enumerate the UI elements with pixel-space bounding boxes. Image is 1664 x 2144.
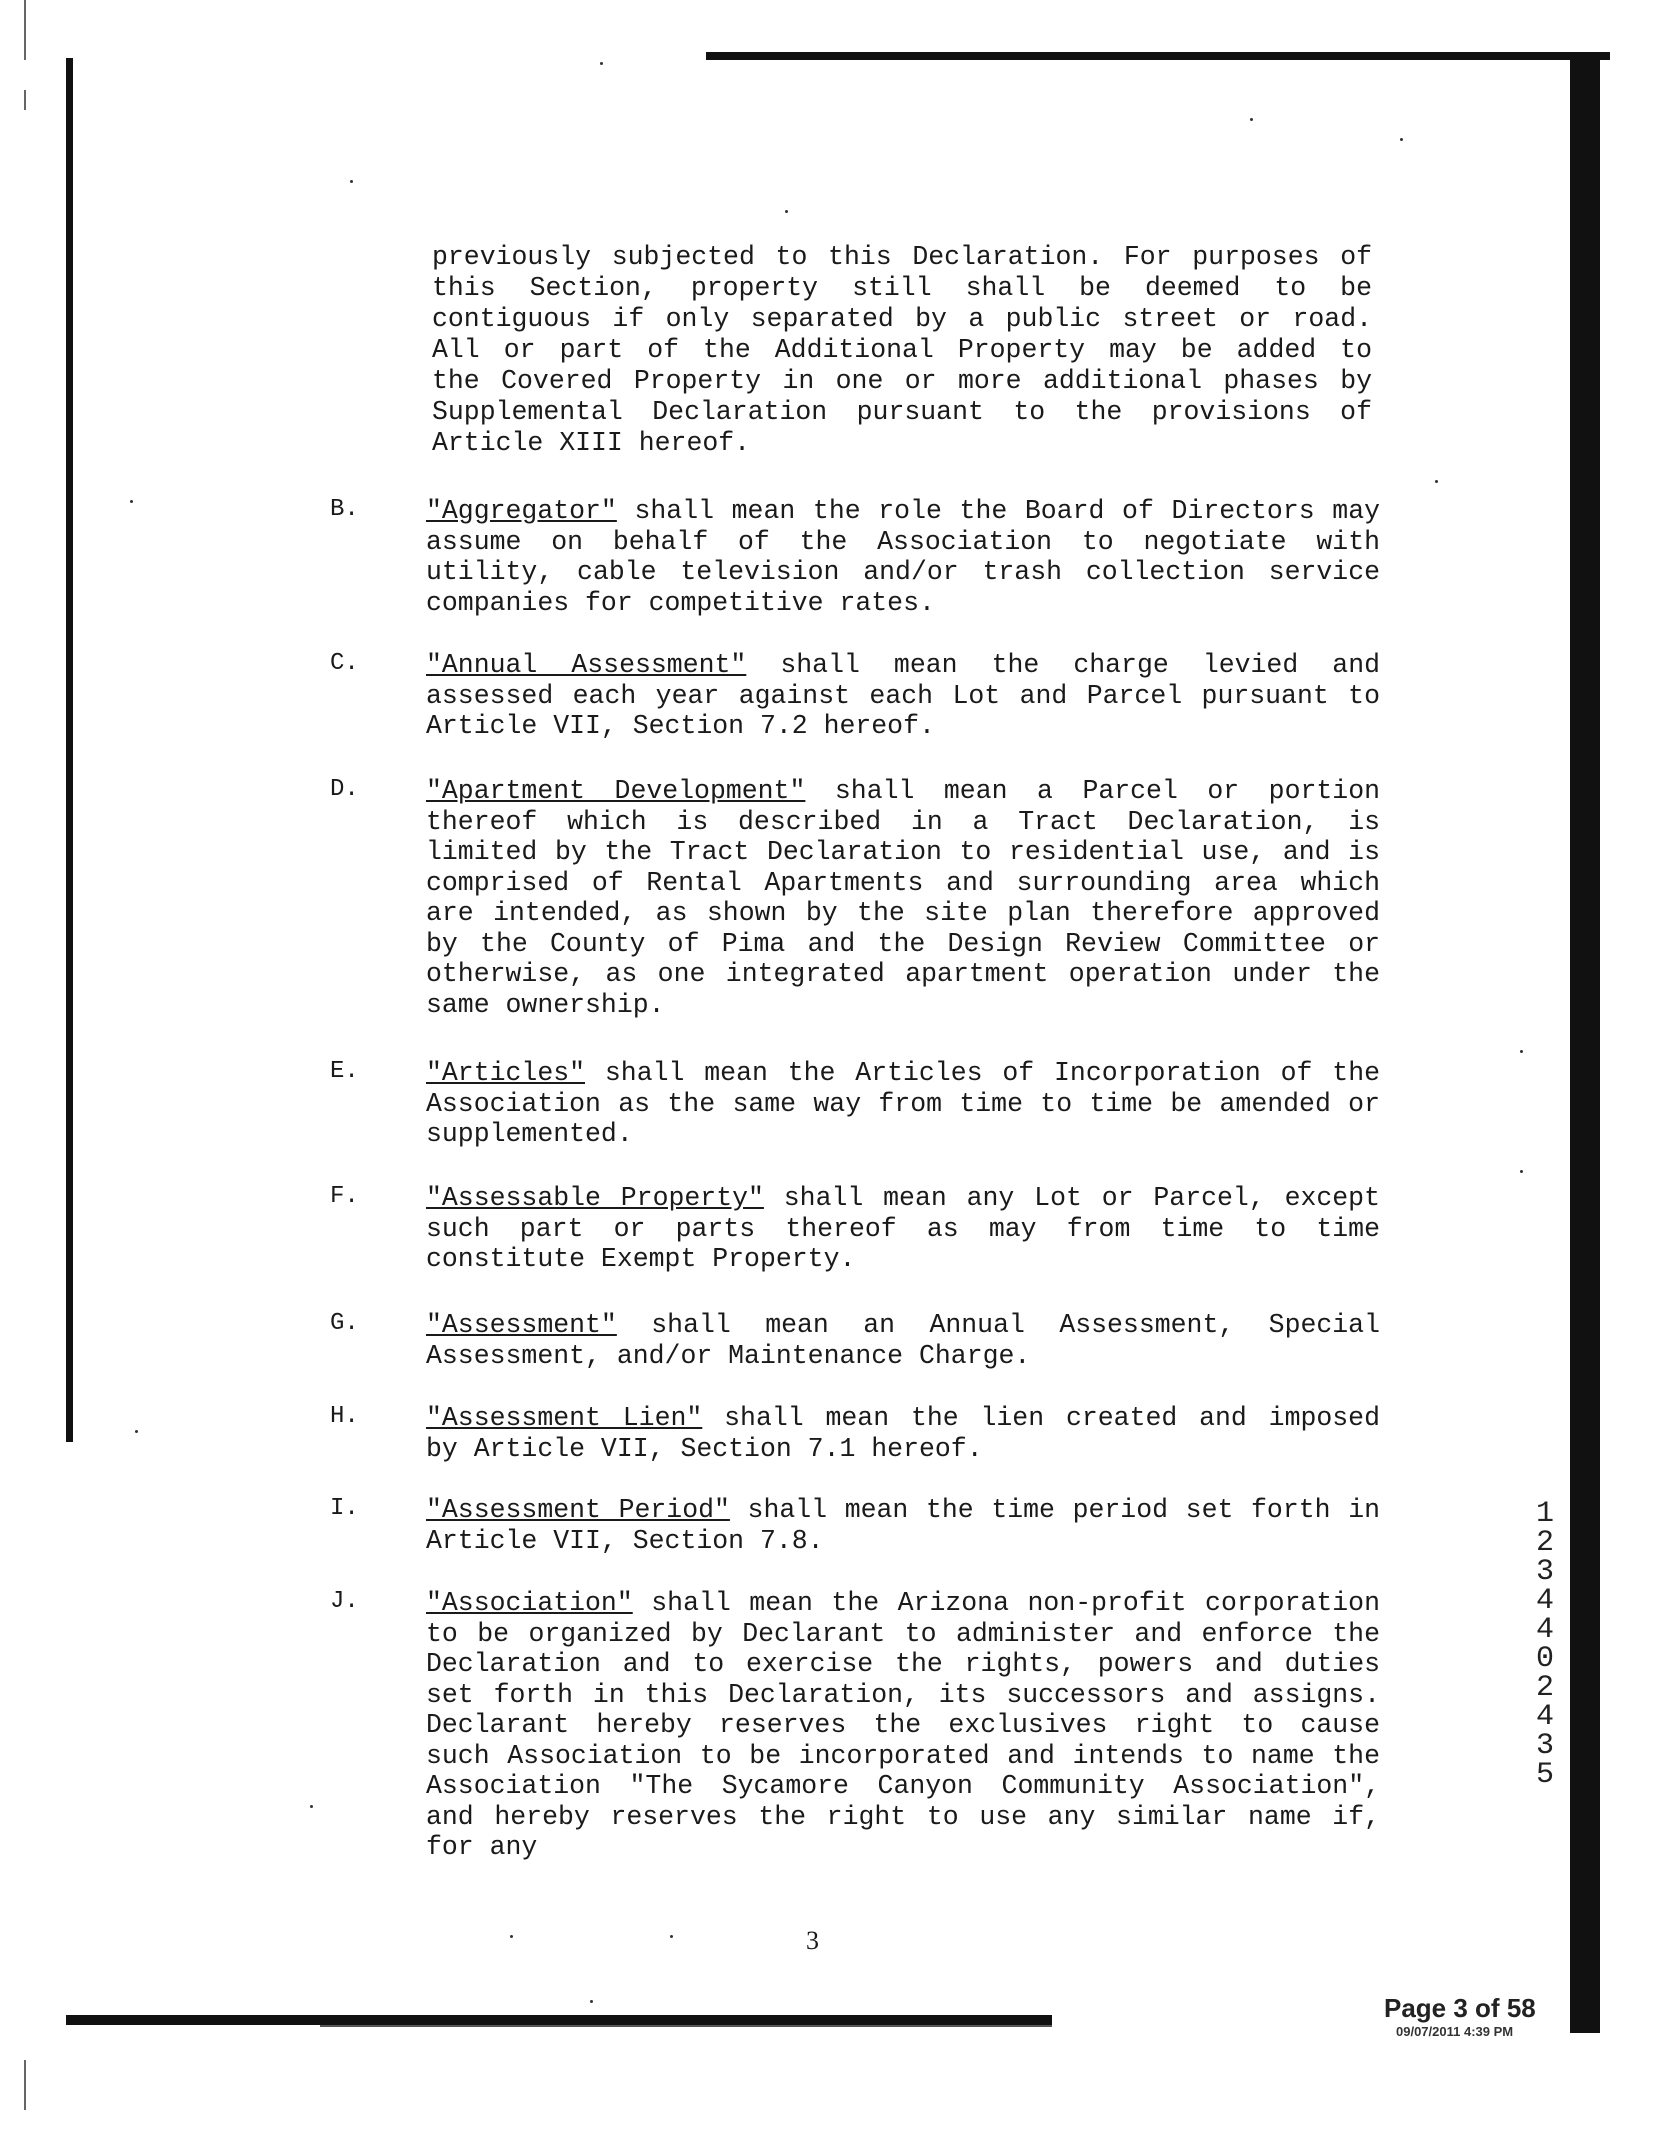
definition-text: shall mean the lien created and imposed by Article VII, Section 7.1 hereof.: [426, 1403, 1380, 1464]
recording-digit: 1: [1535, 1497, 1554, 1531]
recording-digit: 3: [1535, 1555, 1554, 1589]
definition-body: [426, 1403, 1380, 1464]
scan-speck: [1435, 480, 1438, 483]
definition-text: shall mean the Arizona non-profit corporation to be organized by Declarant to administer and enforce the Declaration and to exercise the rights, powers and duties set forth in this Declaration, its successors and assigns. Declarant hereby reserves the exclusives right to cause such Association to be incorporated and intends to name the Association "The Sycamore Canyon Community Association", and hereby reserves the right to use any similar name if, for any: [426, 1588, 1380, 1862]
definition-letter: D.: [330, 776, 359, 803]
definition-letter: F.: [330, 1183, 359, 1210]
recording-digit: 3: [1535, 1729, 1554, 1763]
definition-body: [426, 1495, 1380, 1556]
recording-digit: 2: [1535, 1526, 1554, 1560]
page-stamp-date: 09/07/2011 4:39 PM: [1396, 2024, 1514, 2039]
definition-term: "Annual Assessment": [426, 650, 747, 680]
scan-border-top: [706, 52, 1610, 60]
text-line: All or part of the Additional Property may be added to: [432, 335, 1372, 365]
definition-body: [426, 1183, 1380, 1275]
definition-term: "Assessment Lien": [426, 1403, 703, 1433]
margin-tick: [24, 2060, 26, 2110]
recording-digit: 4: [1535, 1613, 1554, 1647]
margin-tick: [24, 0, 26, 60]
definition-term: "Assessment": [426, 1310, 617, 1340]
definition-text: shall mean the role the Board of Directors may assume on behalf of the Association to negotiate with utility, cable television and/or trash collection service companies for competitive rates.: [426, 496, 1380, 618]
definition-body: [426, 1310, 1380, 1371]
definition-body: [426, 776, 1380, 1020]
text-line: Article XIII hereof.: [432, 428, 751, 458]
definition-term: "Association": [426, 1588, 633, 1618]
recording-digit: 0: [1535, 1642, 1554, 1676]
definition-letter: G.: [330, 1310, 359, 1337]
definition-text: shall mean any Lot or Parcel, except such part or parts thereof as may from time to time constitute Exempt Property.: [426, 1183, 1380, 1274]
definition-text: shall mean the Articles of Incorporation of the Association as the same way from time to time be amended or supplemented.: [426, 1058, 1380, 1149]
recording-digit: 5: [1535, 1758, 1554, 1792]
recording-number: [1530, 1497, 1560, 1792]
text-line: this Section, property still shall be deemed to be: [432, 273, 1372, 303]
definition-text: shall mean an Annual Assessment, Special Assessment, and/or Maintenance Charge.: [426, 1310, 1380, 1371]
scan-speck: [1400, 138, 1403, 141]
scan-border-bottom: [66, 2015, 1052, 2025]
scan-speck: [350, 180, 353, 183]
definition-letter: E.: [330, 1058, 359, 1085]
scan-border-left: [66, 58, 73, 1442]
definition-letter: B.: [330, 496, 359, 523]
definition-letter: I.: [330, 1495, 359, 1522]
scan-border-bottom-thin: [320, 2025, 1052, 2027]
page-stamp: Page 3 of 58: [1384, 1993, 1536, 2023]
scan-speck: [670, 1935, 673, 1938]
recording-digit: 2: [1535, 1671, 1554, 1705]
recording-digit: 4: [1535, 1700, 1554, 1734]
definition-text: shall mean the time period set forth in Article VII, Section 7.8.: [426, 1495, 1380, 1556]
definition-letter: H.: [330, 1403, 359, 1430]
page-number: 3: [806, 1926, 819, 1955]
definition-body: [426, 496, 1380, 618]
definition-text: shall mean the charge levied and assessed each year against each Lot and Parcel pursuant to Article VII, Section 7.2 hereof.: [426, 650, 1380, 741]
scan-speck: [135, 1430, 138, 1433]
definition-body: [426, 1058, 1380, 1150]
text-line: contiguous if only separated by a public street or road.: [432, 304, 1372, 334]
scan-speck: [510, 1935, 513, 1938]
scan-border-right: [1570, 58, 1600, 2033]
definition-text: shall mean a Parcel or portion thereof which is described in a Tract Declaration, is limited by the Tract Declaration to residential use, and is comprised of Rental Apartments and surrounding area which are intended, as shown by the site plan therefore approved by the County of Pima and the Design Review Committee or otherwise, as one integrated apartment operation under the same ownership.: [426, 776, 1380, 1020]
scan-speck: [310, 1805, 313, 1808]
scan-speck: [1520, 1050, 1523, 1053]
definition-term: "Apartment Development": [426, 776, 806, 806]
text-line: Supplemental Declaration pursuant to the provisions of: [432, 397, 1372, 427]
definition-term: "Assessment Period": [426, 1495, 730, 1525]
definition-term: "Assessable Property": [426, 1183, 764, 1213]
definition-term: "Aggregator": [426, 496, 617, 526]
scan-speck: [1520, 1170, 1523, 1173]
text-line: previously subjected to this Declaration. For purposes of: [432, 242, 1372, 272]
recording-digit: 4: [1535, 1584, 1554, 1618]
definition-body: [426, 650, 1380, 742]
text-line: the Covered Property in one or more additional phases by: [432, 366, 1372, 396]
scan-speck: [1250, 118, 1253, 121]
scan-speck: [590, 2000, 593, 2003]
margin-tick: [24, 90, 26, 110]
definition-letter: J.: [330, 1588, 359, 1615]
definition-letter: C.: [330, 650, 359, 677]
scan-speck: [785, 210, 788, 213]
scan-speck: [130, 500, 133, 503]
scan-speck: [600, 62, 603, 65]
definition-body: [426, 1588, 1380, 1863]
continued-paragraph: [432, 242, 1372, 459]
definition-term: "Articles": [426, 1058, 586, 1088]
